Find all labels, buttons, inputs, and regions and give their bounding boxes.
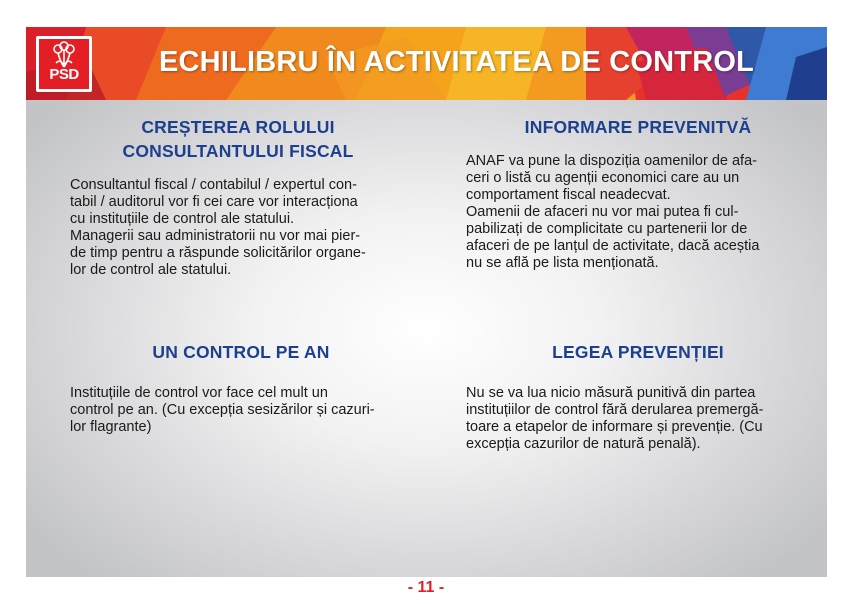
body-preventie: Nu se va lua nicio măsură punitivă din partea instituțiilor de control fără derularea premergă- toare a etapelor de informare și prevenție. (Cu excepția cazurilor de natură penală). [466,385,764,452]
heading-informare: INFORMARE PREVENITVĂ [524,117,752,137]
body-consultant: Consultantul fiscal / contabilul / expertul con- tabil / auditorul vor fi cei care vor interacționa cu instituțiile de control ale statului. Managerii sau administratorii nu vor mai pier- de timp pentru a răspunde solicitărilor organe- lor de control ale statului. [70,177,366,278]
heading-consultant: CREȘTEREA ROLULUI CONSULTANTULUI FISCAL [122,117,354,161]
heading-preventie: LEGEA PREVENȚIEI [552,342,724,362]
heading-control: UN CONTROL PE AN [152,342,330,362]
page-panel [26,27,827,577]
logo-text: PSD [49,66,79,83]
body-informare: ANAF va pune la dispoziția oamenilor de afa- ceri o listă cu agenții economici care au un comportament fiscal neadecvat. Oamenii de afaceri nu vor mai putea fi cul- pabilizați de complicitate cu partenerii lor de afaceri de pe lanțul de activitate, dacă aceștia nu se află pe lista menționată. [466,153,760,271]
page-number: - 11 - [407,579,445,596]
title-banner [26,27,827,100]
body-control: Instituțiile de control vor face cel mult un control pe an. (Cu excepția sesizărilor și cazuri- lor flagrante) [70,385,375,435]
page-title: ECHILIBRU ÎN ACTIVITATEA DE CONTROL [158,46,755,78]
